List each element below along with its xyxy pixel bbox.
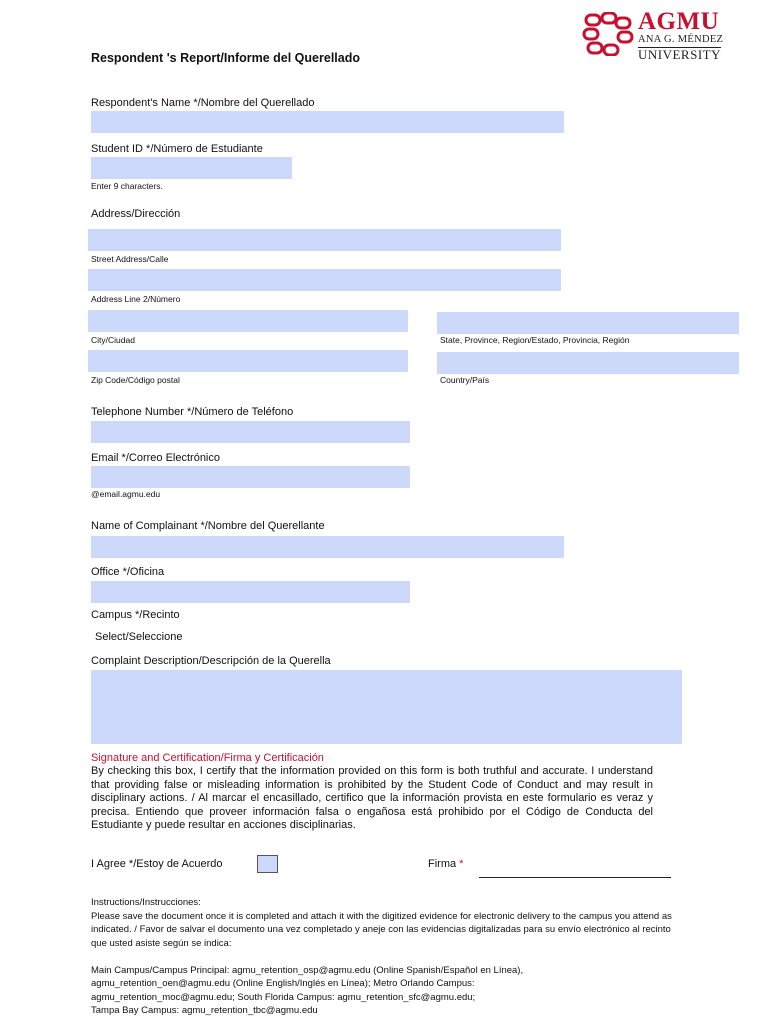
street-address-label: Street Address/Calle	[91, 254, 169, 264]
country-input[interactable]	[437, 352, 739, 374]
address-line2-input[interactable]	[88, 269, 561, 291]
complaint-description-textarea[interactable]	[91, 670, 682, 744]
city-input[interactable]	[88, 310, 408, 332]
street-address-input[interactable]	[88, 229, 561, 251]
signature-line[interactable]	[479, 877, 671, 878]
student-id-input[interactable]	[91, 157, 292, 179]
instructions-paragraph: Please save the document once it is completed and attach it with the digitized evidence for electronic delivery to the campus you attend as indicated. / Favor de salvar el documento una vez completado y aneje con las evidencias digitalizadas para su envío electrónico al recinto que usted asiste según se indica:	[91, 911, 672, 949]
complaint-description-label: Complaint Description/Descripción de la Querella	[91, 655, 331, 667]
complainant-name-input[interactable]	[91, 536, 564, 558]
respondent-name-input[interactable]	[91, 111, 564, 133]
agree-label: I Agree */Estoy de Acuerdo	[91, 858, 223, 870]
email-input[interactable]	[91, 466, 410, 488]
agree-checkbox[interactable]	[257, 855, 278, 873]
city-label: City/Ciudad	[91, 335, 135, 345]
address-line2-label: Address Line 2/Número	[91, 294, 181, 304]
firma-label: Firma	[428, 858, 457, 870]
zip-code-input[interactable]	[88, 350, 408, 372]
campus-contact-line: Main Campus/Campus Principal: agmu_retention_osp@agmu.edu (Online Spanish/Español en Línea),	[91, 965, 524, 976]
certification-text: By checking this box, I certify that the information provided on this form is both truthful and accurate. I understand that providing false or misleading information is prohibited by the Student Code of Conduct and may result in disciplinary actions. / Al marcar el encasillado, certifico que la información provista en este formulario es veraz y precisa. Entiendo que proveer información falsa o engañosa está prohibido por el Código de Conducta del Estudiante y puede resultar en acciones disciplinarias.	[91, 765, 653, 832]
required-asterisk: *	[459, 858, 464, 870]
form-title: Respondent 's Report/Informe del Querellado	[91, 51, 360, 65]
state-label: State, Province, Region/Estado, Provincia, Región	[440, 335, 630, 345]
email-label: Email */Correo Electrónico	[91, 452, 220, 464]
telephone-label: Telephone Number */Número de Teléfono	[91, 406, 294, 418]
campus-contacts	[91, 964, 691, 1018]
country-label: Country/País	[440, 375, 490, 385]
student-id-label: Student ID */Número de Estudiante	[91, 143, 263, 155]
campus-contact-line: agmu_retention_oen@agmu.edu (Online English/Inglés en Línea); Metro Orlando Campus:	[91, 978, 475, 990]
logo-wordmark	[638, 9, 723, 64]
state-input[interactable]	[437, 312, 739, 334]
instructions-heading: Instructions/Instrucciones:	[91, 897, 201, 908]
logo-line3: UNIVERSITY	[638, 47, 721, 62]
address-label: Address/Dirección	[91, 208, 181, 220]
agmu-logo-mark-icon	[582, 12, 634, 56]
telephone-input[interactable]	[91, 421, 410, 443]
student-id-hint: Enter 9 characters.	[91, 181, 163, 191]
firma-label-group	[428, 858, 463, 870]
zip-code-label: Zip Code/Código postal	[91, 375, 180, 385]
email-hint: @email.agmu.edu	[91, 489, 161, 499]
respondent-name-label: Respondent's Name */Nombre del Querellado	[91, 97, 315, 109]
logo-name: AGMU	[638, 8, 720, 35]
campus-select[interactable]: Select/Seleccione	[95, 631, 183, 643]
campus-contact-line: Tampa Bay Campus: agmu_retention_tbc@agmu.edu	[91, 1005, 318, 1017]
campus-label: Campus */Recinto	[91, 609, 180, 621]
logo-line2: ANA G. MÉNDEZ	[638, 34, 724, 45]
complainant-name-label: Name of Complainant */Nombre del Querellante	[91, 520, 325, 532]
campus-contact-line: agmu_retention_moc@agmu.edu; South Florida Campus: agmu_retention_sfc@agmu.edu;	[91, 991, 476, 1003]
office-label: Office */Oficina	[91, 566, 165, 578]
office-input[interactable]	[91, 581, 410, 603]
signature-certification-heading: Signature and Certification/Firma y Certificación	[91, 752, 324, 764]
